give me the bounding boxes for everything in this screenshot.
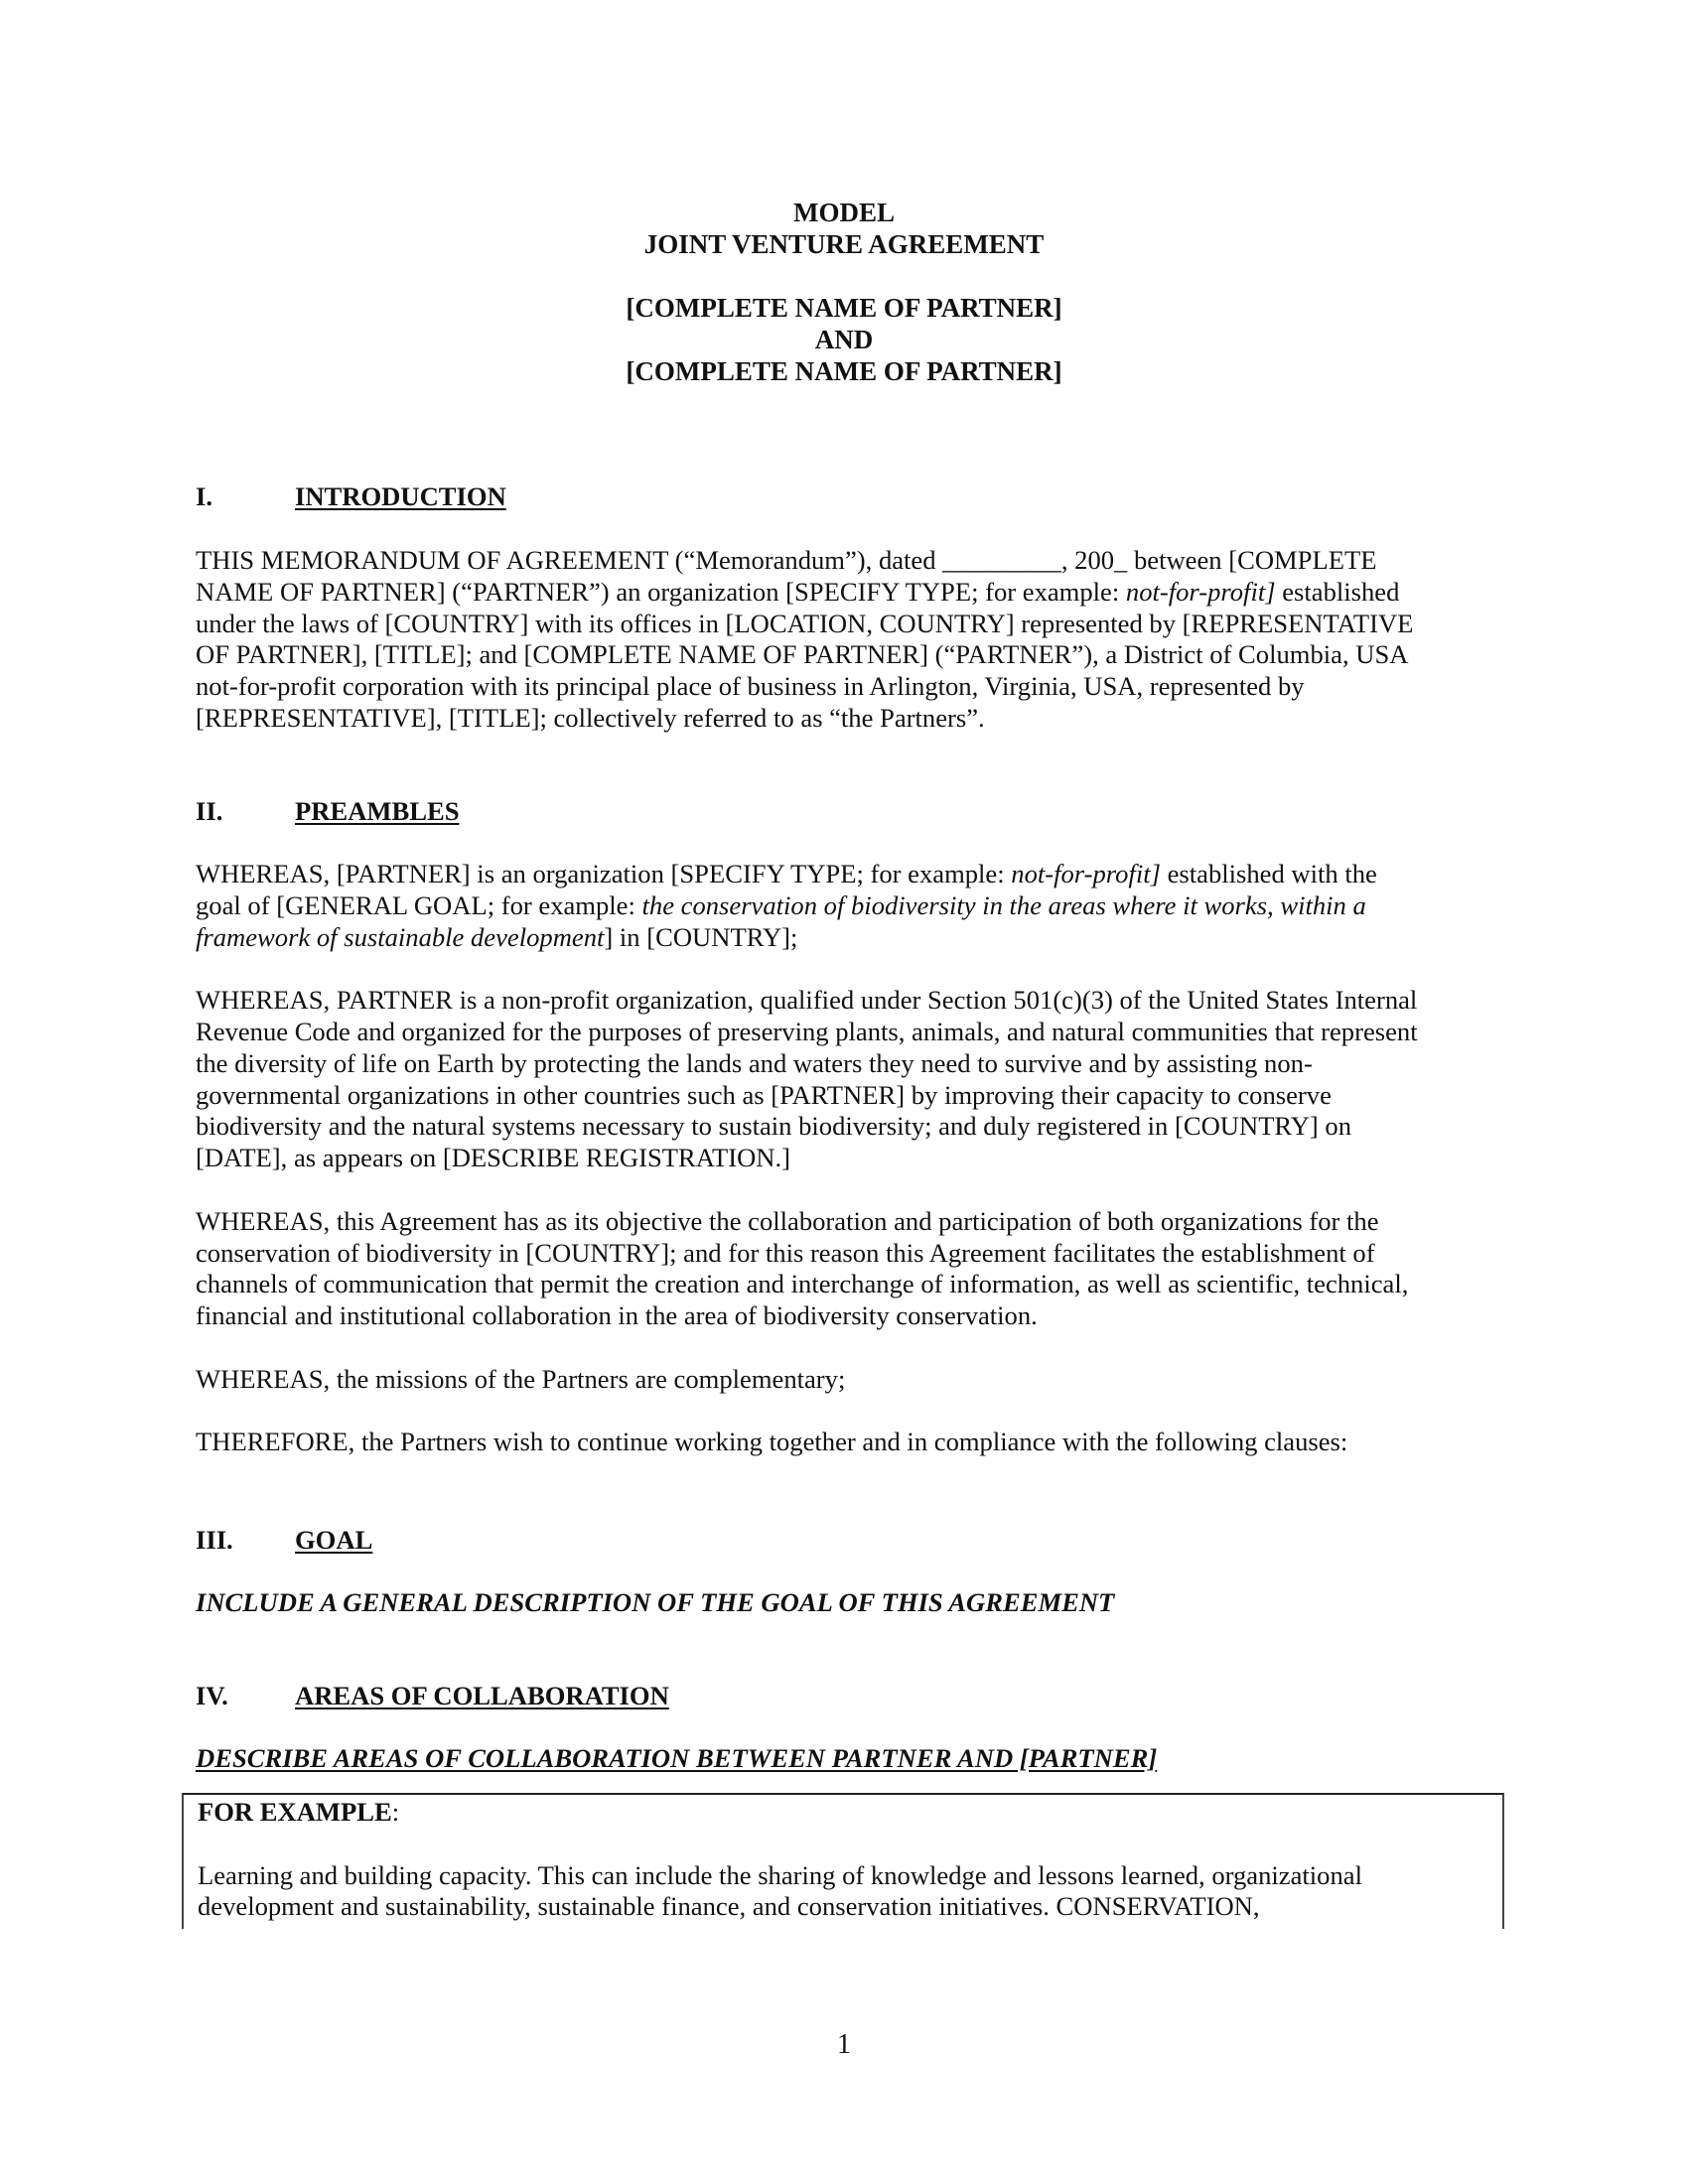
goal-instruction: INCLUDE A GENERAL DESCRIPTION OF THE GOAL OF THIS AGREEMENT — [196, 1587, 1115, 1617]
title-party-1: [COMPLETE NAME OF PARTNER] — [626, 293, 1062, 323]
text-line — [196, 577, 1477, 609]
page-number: 1 — [837, 2029, 851, 2060]
italic-text: framework of sustainable development — [196, 921, 605, 952]
text-line — [196, 890, 1477, 922]
whereas-paragraph-4 — [196, 1364, 1477, 1396]
text-line: biodiversity and the natural systems necessary to sustain biodiversity; and duly registered in [COUNTRY] on — [196, 1111, 1352, 1142]
section-number: IV. — [196, 1681, 228, 1710]
text-span: : — [391, 1797, 400, 1827]
text-span: established — [1275, 576, 1400, 607]
example-box — [182, 1793, 1504, 1929]
italic-text: not-for-profit] — [1011, 859, 1161, 888]
whereas-paragraph-2 — [196, 985, 1477, 1174]
text-line: channels of communication that permit the creation and interchange of information, as well as scientific, technical, — [196, 1269, 1409, 1299]
text-line: [DATE], as appears on [DESCRIBE REGISTRATION.] — [196, 1143, 791, 1173]
text-line: [REPRESENTATIVE], [TITLE]; collectively referred to as “the Partners”. — [196, 702, 985, 733]
text-line — [196, 859, 1477, 890]
collaboration-instruction: DESCRIBE AREAS OF COLLABORATION BETWEEN PARTNER AND [PARTNER] — [196, 1743, 1158, 1773]
text-line: governmental organizations in other countries such as [PARTNER] by improving their capacity to conserve — [196, 1079, 1332, 1110]
italic-text: the conservation of biodiversity in the areas where it works, within a — [641, 889, 1366, 920]
text-line: Revenue Code and organized for the purposes of preserving plants, animals, and natural communities that represent — [196, 1016, 1418, 1046]
section-number: III. — [196, 1525, 233, 1555]
title-conjunction: AND — [814, 325, 874, 354]
example-box-content — [198, 1797, 1488, 1923]
text-line: not-for-profit corporation with its principal place of business in Arlington, Virginia, USA, represented by — [196, 671, 1305, 702]
section-title: GOAL — [295, 1525, 373, 1555]
text-line: WHEREAS, this Agreement has as its objective the collaboration and participation of both organizations for the — [196, 1205, 1379, 1236]
whereas-paragraph-3 — [196, 1206, 1477, 1332]
section-heading-introduction — [196, 480, 506, 512]
text-line — [196, 922, 1477, 954]
text-line: conservation of biodiversity in [COUNTRY]; and for this reason this Agreement facilitates the establishment of — [196, 1237, 1375, 1268]
section-title: INTRODUCTION — [295, 481, 506, 511]
text-span: NAME OF PARTNER] (“PARTNER”) an organization [SPECIFY TYPE; for example: — [196, 576, 1126, 607]
section-number: II. — [196, 796, 223, 826]
title-model: MODEL — [792, 198, 895, 227]
section-number: I. — [196, 481, 212, 511]
section-heading-preambles — [196, 795, 460, 827]
introduction-paragraph — [196, 545, 1477, 735]
section-heading-goal — [196, 1524, 372, 1556]
text-span: FOR EXAMPLE — [198, 1797, 392, 1827]
text-line: OF PARTNER], [TITLE]; and [COMPLETE NAME OF PARTNER] (“PARTNER”), a District of Columbia, USA — [196, 639, 1409, 670]
text-span: ] in [COUNTRY]; — [604, 921, 798, 952]
text-line: WHEREAS, PARTNER is a non-profit organization, qualified under Section 501(c)(3) of the United States Internal — [196, 985, 1418, 1016]
text-line: WHEREAS, the missions of the Partners are complementary; — [196, 1363, 846, 1394]
section-heading-areas-of-collaboration — [196, 1680, 669, 1711]
section-title: AREAS OF COLLABORATION — [295, 1681, 669, 1710]
text-line: THIS MEMORANDUM OF AGREEMENT (“Memorandum”), dated _________, 200_ between [COMPLETE — [196, 545, 1377, 575]
text-line: development and sustainability, sustainable finance, and conservation initiatives. CONSERVATION, — [198, 1891, 1260, 1922]
section-title: PREAMBLES — [295, 796, 460, 826]
text-line: financial and institutional collaboration in the area of biodiversity conservation. — [196, 1300, 1038, 1331]
text-line: THEREFORE, the Partners wish to continue working together and in compliance with the following clauses: — [196, 1427, 1348, 1457]
text-line: the diversity of life on Earth by protecting the lands and waters they need to survive and by assisting non- — [196, 1047, 1313, 1078]
document-title-block — [0, 197, 1688, 387]
example-heading — [198, 1797, 1488, 1829]
text-span: WHEREAS, [PARTNER] is an organization [SPECIFY TYPE; for example: — [196, 859, 1012, 888]
text-span: established with the — [1160, 859, 1377, 888]
therefore-paragraph — [196, 1427, 1477, 1458]
text-span: goal of [GENERAL GOAL; for example: — [196, 889, 642, 920]
text-line: Learning and building capacity. This can include the sharing of knowledge and lessons learned, organizational — [198, 1859, 1362, 1890]
italic-text: not-for-profit] — [1125, 576, 1276, 607]
title-agreement: JOINT VENTURE AGREEMENT — [643, 229, 1045, 259]
preambles-body — [196, 859, 1477, 1490]
text-line: under the laws of [COUNTRY] with its offices in [LOCATION, COUNTRY] represented by [REPRESENTATIVE — [196, 608, 1414, 638]
whereas-paragraph-1 — [196, 859, 1477, 953]
title-party-2: [COMPLETE NAME OF PARTNER] — [626, 356, 1062, 386]
